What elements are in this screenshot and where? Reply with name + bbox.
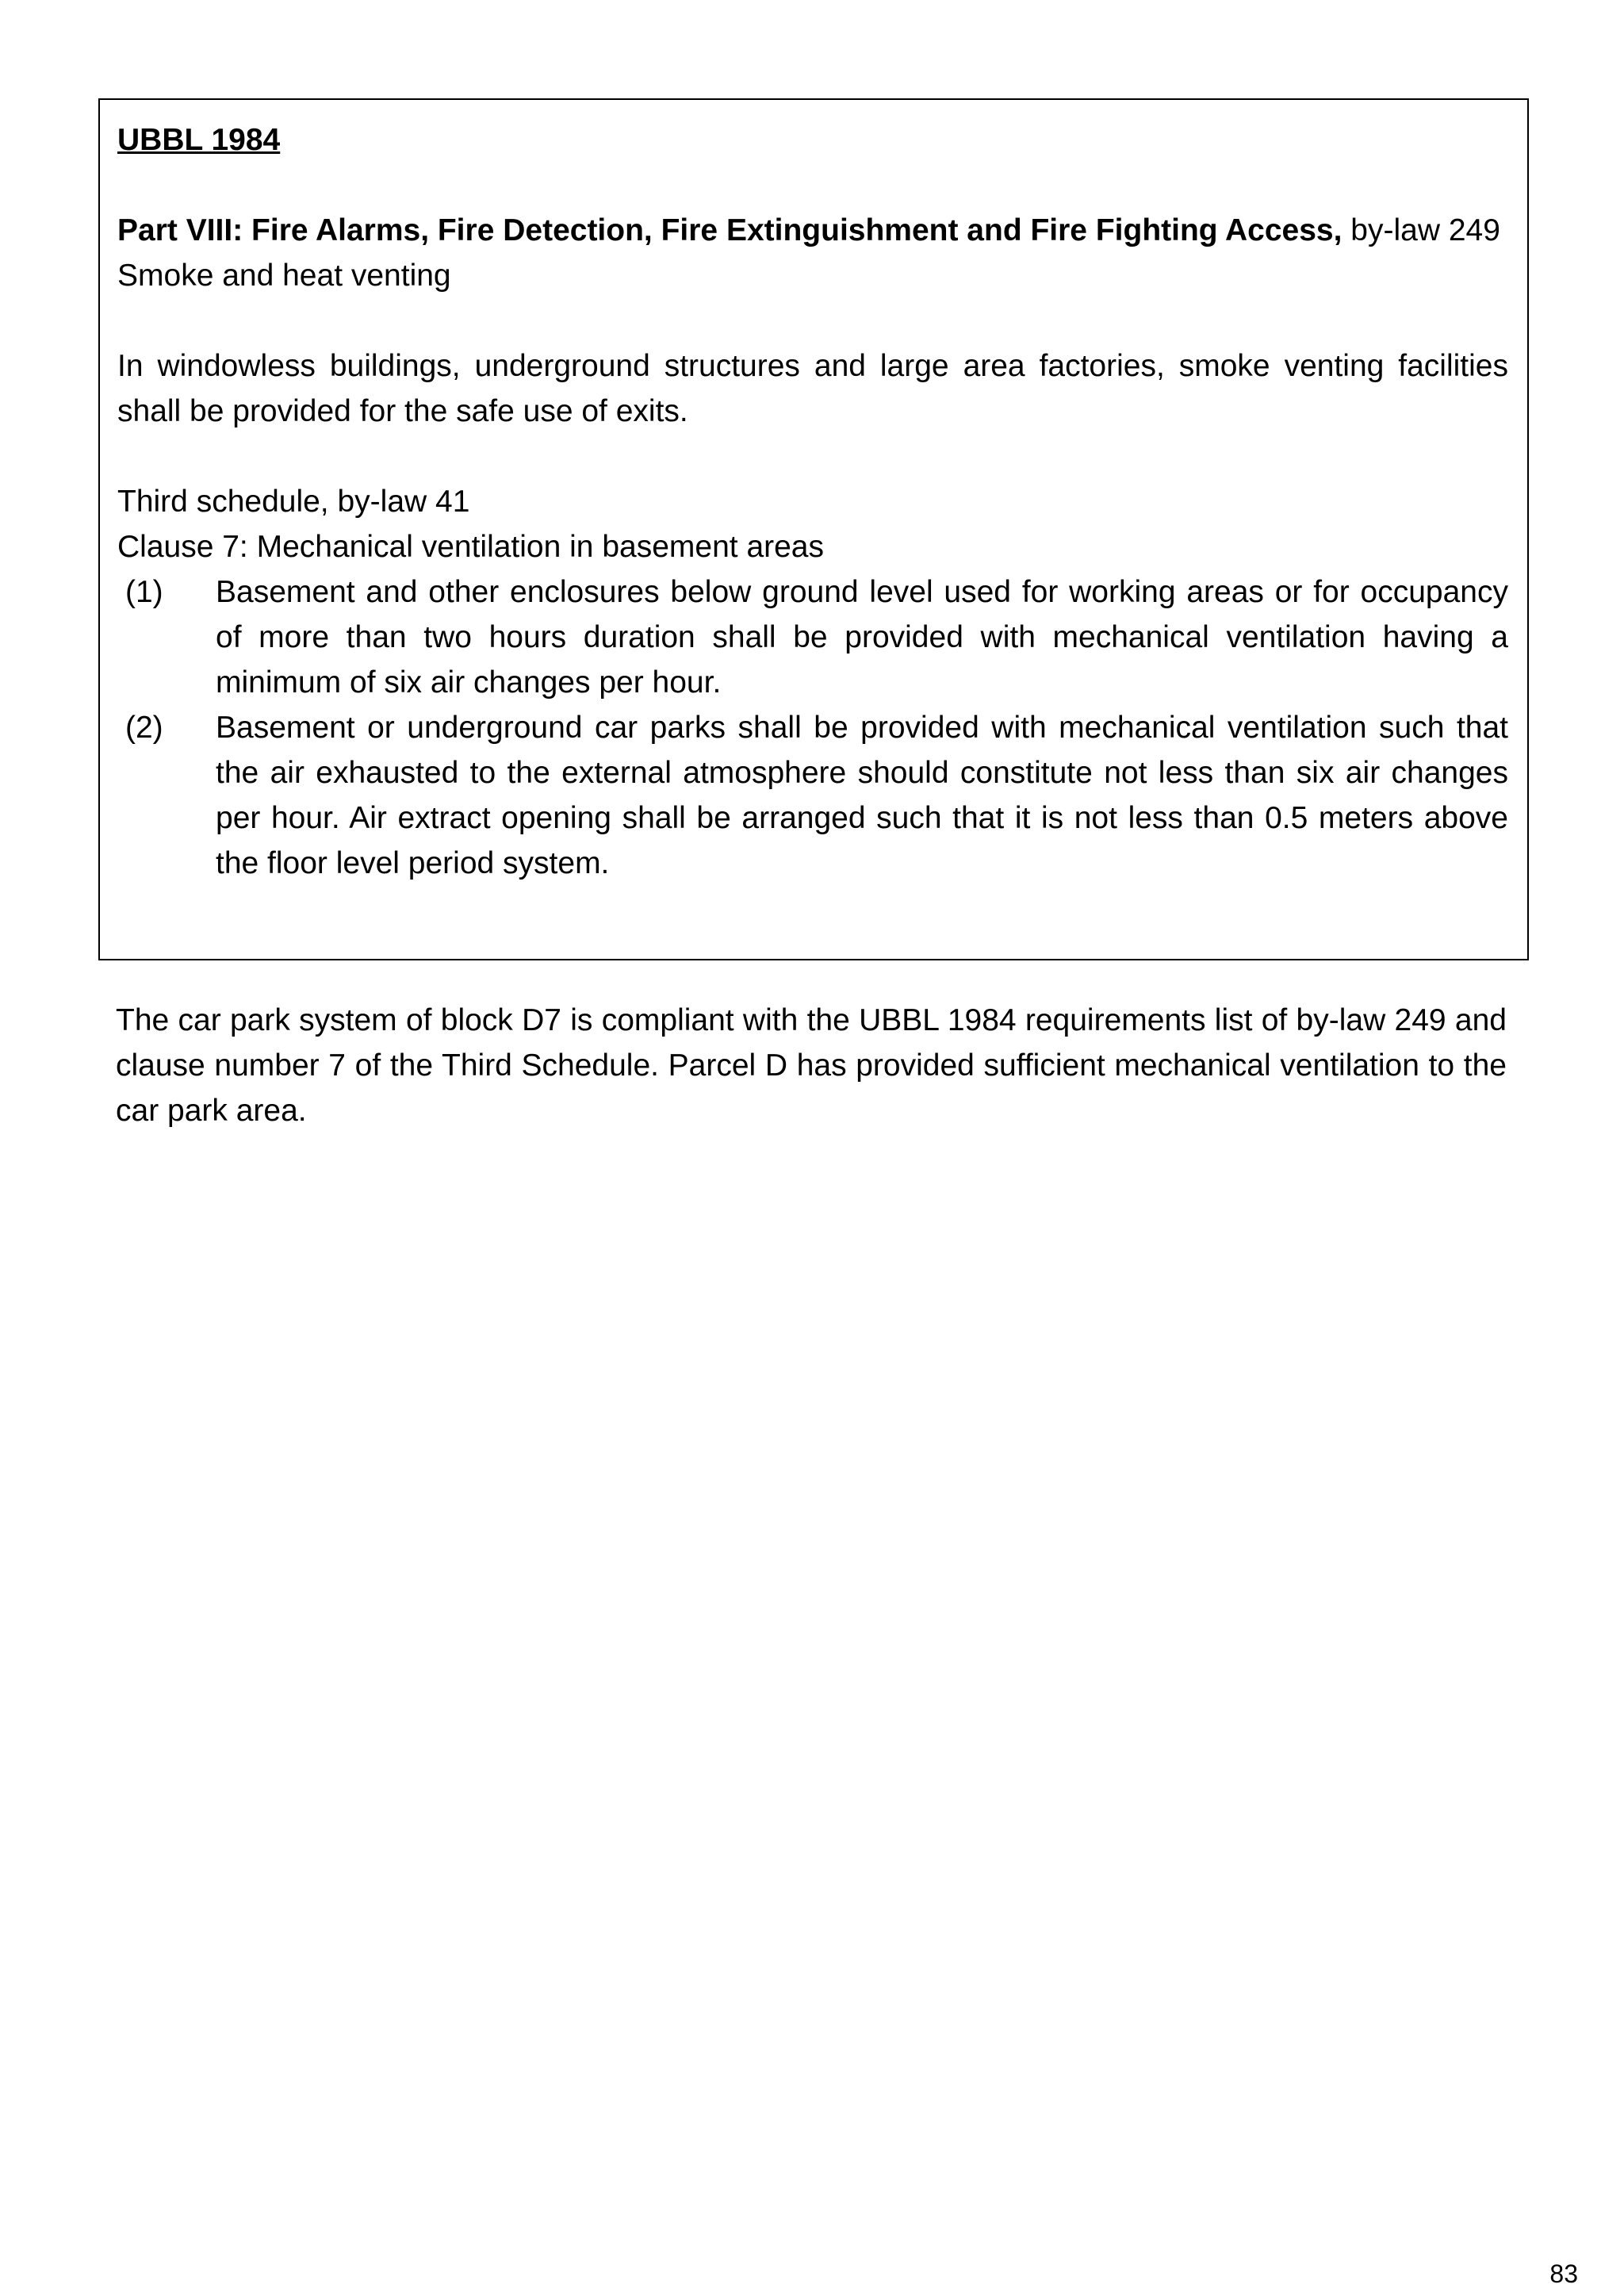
clause-text: Basement or underground car parks shall be provided with mechanical ventilation such that the air exhausted to the external atmosphere should constitute not less than six air changes per hour. Air extract opening shall be arranged such that it is not less than 0.5 meters above the floor level period system. — [216, 711, 1508, 880]
clause-number: (1) — [125, 575, 163, 609]
part-heading-bold: Part VIII: Fire Alarms, Fire Detection, Fire Extinguishment and Fire Fighting Access, — [117, 213, 1342, 247]
part-heading-bylaw: by-law 249 — [1350, 213, 1500, 247]
clause-number: (2) — [125, 711, 163, 745]
clause-item — [117, 705, 1508, 886]
clause-line: Clause 7: Mechanical ventilation in basement areas — [117, 530, 825, 564]
spacer — [117, 298, 1508, 343]
page-number: 83 — [1549, 2260, 1578, 2288]
conclusion-paragraph: The car park system of block D7 is compliant with the UBBL 1984 requirements list of by-law 249 and clause number 7 of the Third Schedule. Parcel D has provided sufficient mechanical ventilation to the car park area. — [116, 1003, 1507, 1128]
smoke-venting-text: In windowless buildings, underground structures and large area factories, smoke venting facilities shall be provided for the safe use of exits. — [117, 349, 1508, 428]
part-heading — [117, 208, 1508, 253]
clause-item — [117, 569, 1508, 705]
clause-list — [117, 569, 1508, 886]
spacer — [117, 163, 1508, 208]
regulation-box — [98, 98, 1529, 960]
smoke-heading: Smoke and heat venting — [117, 259, 451, 293]
schedule-line: Third schedule, by-law 41 — [117, 485, 470, 519]
section-title: UBBL 1984 — [117, 123, 281, 157]
clause-text: Basement and other enclosures below ground level used for working areas or for occupancy of more than two hours duration shall be provided with mechanical ventilation having a minimum of six air changes per hour. — [216, 575, 1508, 700]
spacer — [117, 434, 1508, 479]
regulation-box-content — [117, 117, 1508, 886]
